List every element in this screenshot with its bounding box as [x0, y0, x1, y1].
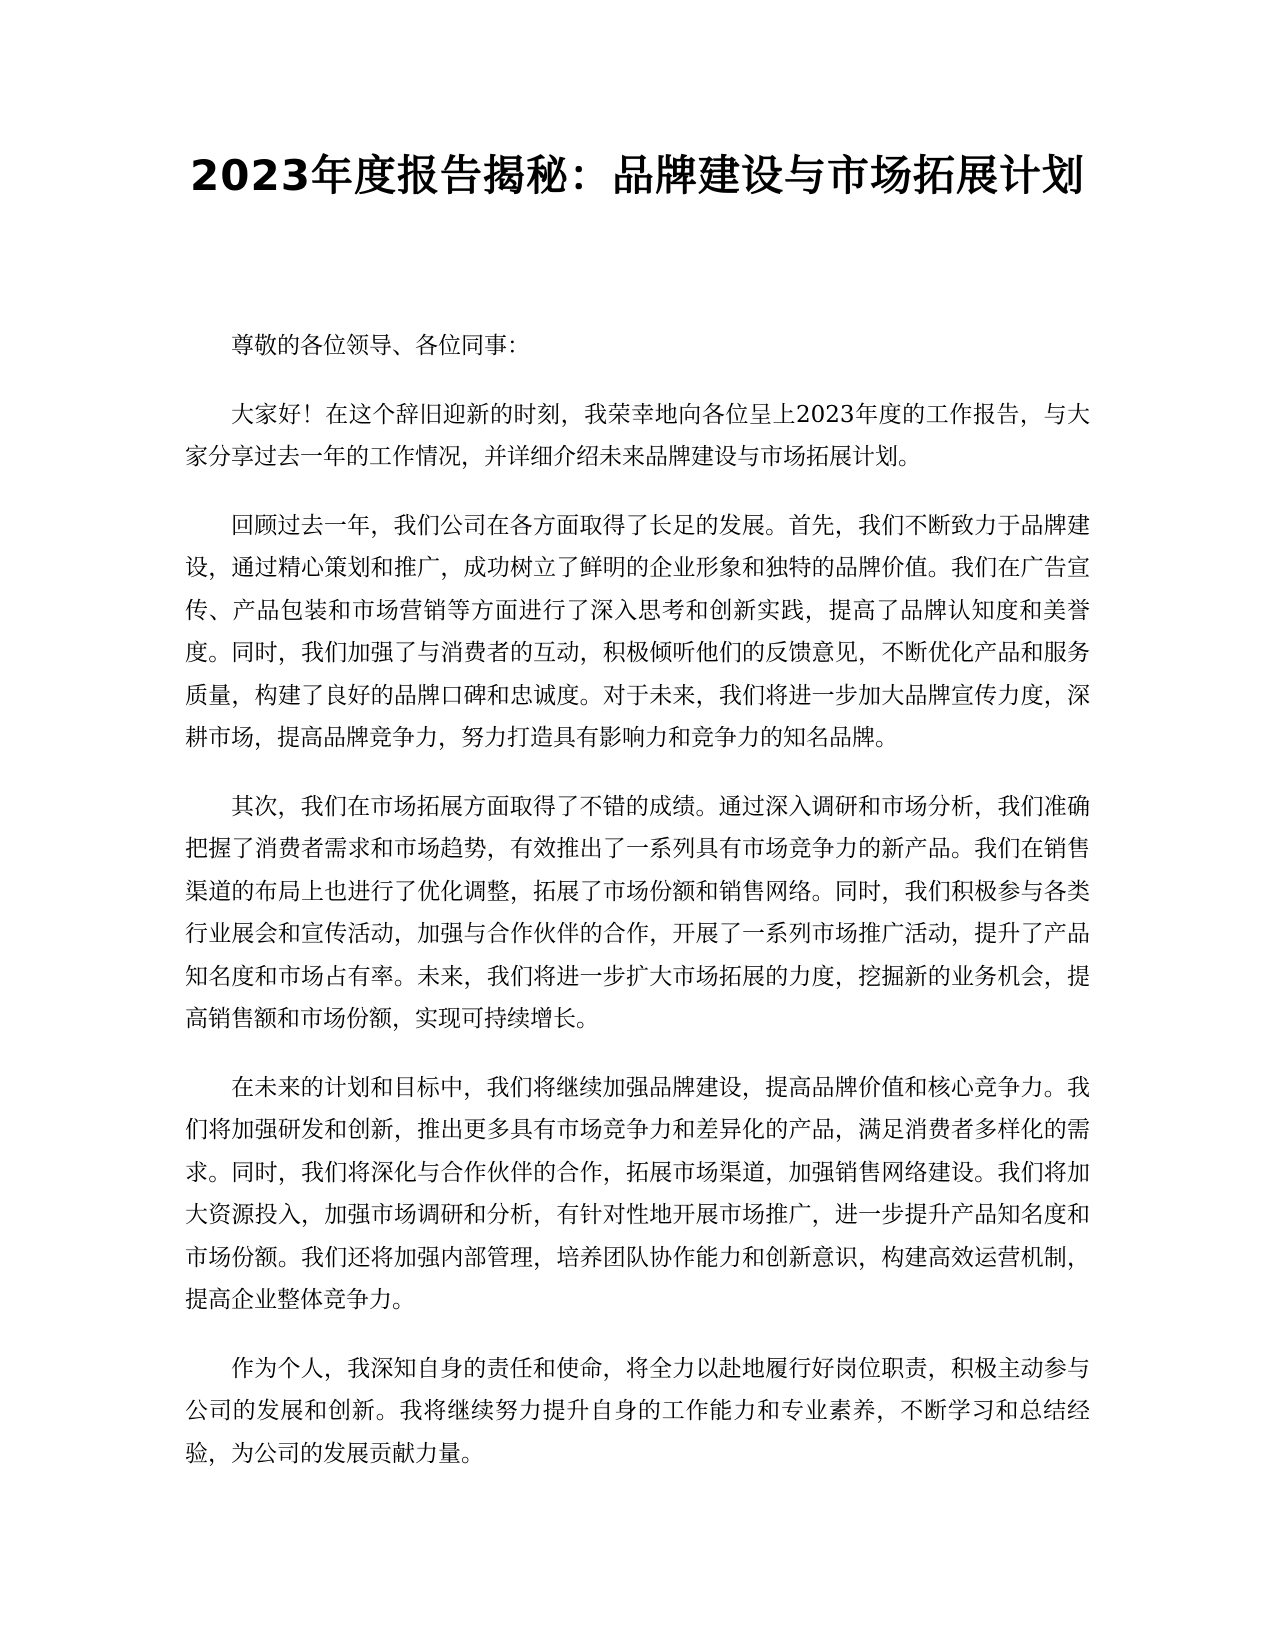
paragraph-market-expansion: 其次，我们在市场拓展方面取得了不错的成绩。通过深入调研和市场分析，我们准确把握了消费者需求和市场趋势，有效推出了一系列具有市场竞争力的新产品。我们在销售渠道的布局上也进行了优化调整，拓展了市场份额和销售网络。同时，我们积极参与各类行业展会和宣传活动，加强与合作伙伴的合作，开展了一系列市场推广活动，提升了产品知名度和市场占有率。未来，我们将进一步扩大市场拓展的力度，挖掘新的业务机会，提高销售额和市场份额，实现可持续增长。: [185, 793, 1090, 1032]
document-body: [185, 325, 1090, 1501]
paragraph-greeting: 大家好！在这个辞旧迎新的时刻，我荣幸地向各位呈上2023年度的工作报告，与大家分享过去一年的工作情况，并详细介绍未来品牌建设与市场拓展计划。: [185, 401, 1090, 470]
document-title: 2023年度报告揭秘：品牌建设与市场拓展计划: [190, 151, 1085, 200]
salutation: 尊敬的各位领导、各位同事：: [231, 333, 530, 359]
paragraph-brand-review: 回顾过去一年，我们公司在各方面取得了长足的发展。首先，我们不断致力于品牌建设，通过精心策划和推广，成功树立了鲜明的企业形象和独特的品牌价值。我们在广告宣传、产品包装和市场营销等方面进行了深入思考和创新实践，提高了品牌认知度和美誉度。同时，我们加强了与消费者的互动，积极倾听他们的反馈意见，不断优化产品和服务质量，构建了良好的品牌口碑和忠诚度。对于未来，我们将进一步加大品牌宣传力度，深耕市场，提高品牌竞争力，努力打造具有影响力和竞争力的知名品牌。: [185, 512, 1090, 751]
paragraph-future-plan: 在未来的计划和目标中，我们将继续加强品牌建设，提高品牌价值和核心竞争力。我们将加强研发和创新，推出更多具有市场竞争力和差异化的产品，满足消费者多样化的需求。同时，我们将深化与合作伙伴的合作，拓展市场渠道，加强销售网络建设。我们将加大资源投入，加强市场调研和分析，有针对性地开展市场推广，进一步提升产品知名度和市场份额。我们还将加强内部管理，培养团队协作能力和创新意识，构建高效运营机制，提高企业整体竞争力。: [185, 1074, 1090, 1313]
paragraph-personal-commitment: 作为个人，我深知自身的责任和使命，将全力以赴地履行好岗位职责，积极主动参与公司的发展和创新。我将继续努力提升自身的工作能力和专业素养，不断学习和总结经验，为公司的发展贡献力量。: [185, 1355, 1090, 1467]
